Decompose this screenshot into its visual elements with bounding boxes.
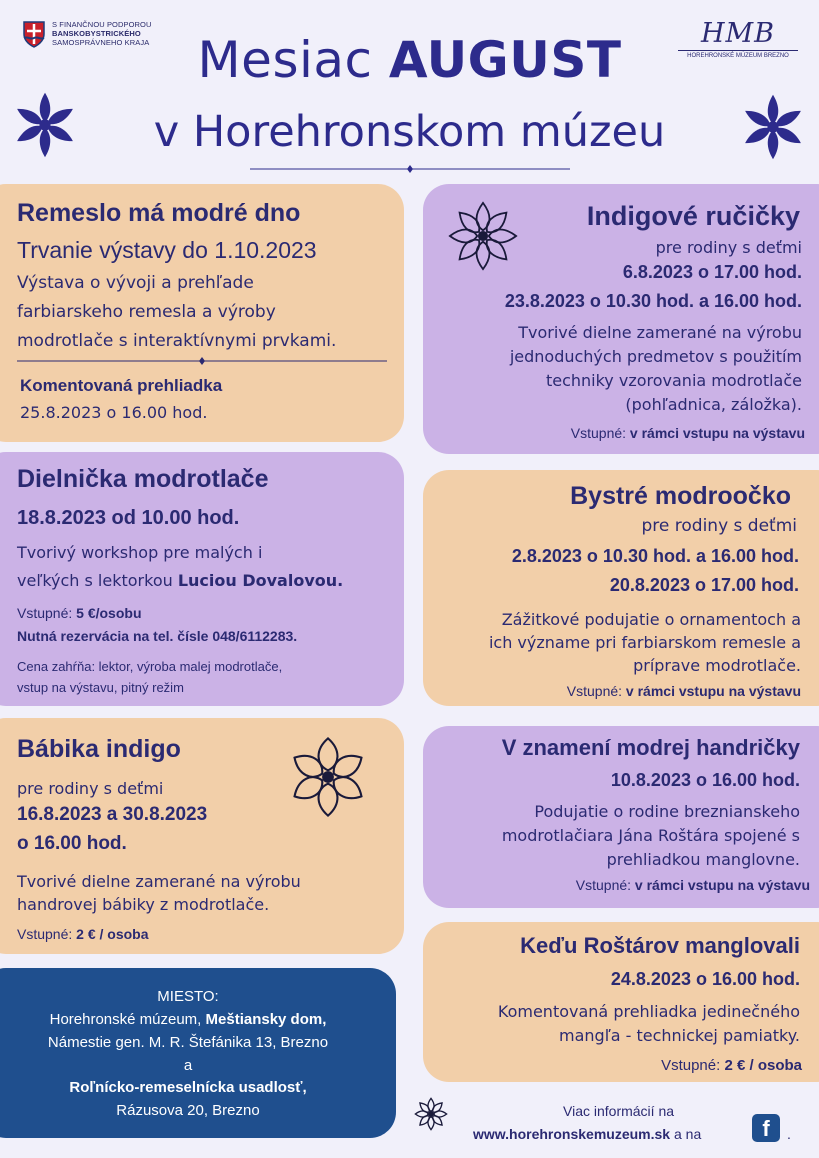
fee-value: v rámci vstupu na výstavu	[634, 877, 810, 893]
card-desc: farbiarskeho remesla a výroby	[17, 302, 276, 322]
fee-line	[576, 877, 810, 893]
card-title: Indigové ručičky	[586, 201, 800, 231]
fee-label: Vstupné:	[566, 683, 626, 699]
sponsor-line: S FINANČNOU PODPOROU	[52, 20, 152, 29]
card-desc	[17, 571, 343, 590]
reservation-note: Nutná rezervácia na tel. čísle 048/6112283.	[17, 628, 298, 644]
fee-line	[17, 926, 149, 942]
page-title	[0, 30, 819, 90]
museum-name: HOREHRONSKÉ MÚZEUM BREZNO	[678, 50, 798, 59]
event-date: o 16.00 hod.	[17, 833, 127, 854]
event-date: 23.8.2023 o 10.30 hod. a 16.00 hod.	[504, 291, 802, 311]
website-link[interactable]: www.horehronskemuzeum.sk	[473, 1126, 671, 1142]
fee-value: 2 € / osoba	[724, 1057, 802, 1074]
card-audience: pre rodiny s deťmi	[17, 779, 164, 798]
footer-links	[473, 1126, 701, 1142]
fee-line	[571, 425, 805, 441]
event-date: 2.8.2023 o 10.30 hod. a 16.00 hod.	[511, 546, 799, 566]
event-date: 18.8.2023 od 10.00 hod.	[17, 507, 240, 529]
fee-label: Vstupné:	[570, 425, 630, 441]
card-desc: jednoduchých predmetov s použitím	[509, 347, 802, 366]
place-conjunction: a	[183, 1057, 193, 1074]
card-title: V znamení modrej handričky	[501, 735, 800, 760]
card-desc: handrovej bábiky z modrotlače.	[17, 895, 270, 914]
tour-date: 25.8.2023 o 16.00 hod.	[20, 403, 208, 422]
card-title: Bábika indigo	[17, 735, 181, 763]
card-audience: pre rodiny s deťmi	[655, 238, 802, 257]
card-desc-text: veľkých s lektorkou	[17, 571, 178, 590]
card-title: Remeslo má modré dno	[17, 199, 301, 227]
card-desc: prehliadkou manglovne.	[606, 850, 800, 869]
lecturer-name: Luciou Dovalovou.	[177, 571, 344, 590]
card-desc: Komentovaná prehliadka jedinečného	[497, 1002, 800, 1021]
fee-value: v rámci vstupu na výstavu	[625, 683, 801, 699]
flower-outline-icon	[414, 1097, 448, 1131]
card-desc: Zážitkové podujatie o ornamentoch a	[501, 610, 801, 629]
price-note: vstup na výstavu, pitný režim	[17, 680, 184, 695]
card-desc: (pohľadnica, záložka).	[625, 395, 802, 414]
place-address: Rázusova 20, Brezno	[116, 1102, 260, 1119]
event-date: 6.8.2023 o 17.00 hod.	[622, 262, 802, 282]
card-desc: príprave modrotlače.	[633, 656, 801, 675]
sponsor-line: SAMOSPRÁVNEHO KRAJA	[52, 38, 150, 47]
event-date: 24.8.2023 o 16.00 hod.	[610, 969, 800, 989]
fee-value: 2 € / osoba	[76, 926, 149, 942]
card-desc: Podujatie o rodine breznianskeho	[534, 802, 800, 821]
exhibition-duration: Trvanie výstavy do 1.10.2023	[17, 237, 317, 263]
title-divider	[250, 165, 570, 173]
flower-icon	[738, 92, 808, 162]
card-desc: Výstava o vývoji a prehľade	[17, 273, 254, 293]
card-desc: mangľa - technickej pamiatky.	[559, 1026, 800, 1045]
card-desc: ich význame pri farbiarskom remesle a	[488, 633, 801, 652]
card-divider	[17, 357, 387, 365]
page-subtitle: v Horehronskom múzeu	[153, 107, 666, 157]
place-label: MIESTO:	[157, 988, 219, 1005]
card-desc: Tvorivý workshop pre malých i	[17, 543, 263, 562]
more-info-label: Viac informácií na	[563, 1103, 675, 1119]
museum-monogram: HMB	[700, 18, 776, 49]
place-line	[0, 1011, 376, 1028]
card-desc: Tvorivé dielne zamerané na výrobu	[518, 323, 802, 342]
title-word: Mesiac	[197, 31, 389, 89]
flower-outline-icon	[286, 735, 370, 819]
tour-label: Komentovaná prehliadka	[20, 376, 223, 395]
fee-value: 5 €/osobu	[76, 605, 142, 621]
card-desc: Tvorivé dielne zamerané na výrobu	[17, 872, 301, 891]
card-title: Dielnička modrotlače	[17, 465, 269, 493]
event-date: 20.8.2023 o 17.00 hod.	[609, 575, 799, 595]
fee-label: Vstupné:	[661, 1057, 725, 1074]
place-building: Meštiansky dom,	[205, 1011, 327, 1028]
event-date: 10.8.2023 o 16.00 hod.	[610, 770, 800, 790]
price-note: Cena zahŕňa: lektor, výroba malej modrotlače,	[17, 659, 283, 674]
fee-label: Vstupné:	[17, 605, 77, 621]
card-desc: techniky vzorovania modrotlače	[545, 371, 802, 390]
fee-label: Vstupné:	[575, 877, 635, 893]
title-month: AUGUST	[388, 31, 622, 89]
event-date: 16.8.2023 a 30.8.2023	[17, 804, 208, 825]
flower-outline-icon	[447, 200, 519, 272]
fee-line	[567, 683, 801, 699]
footer-conjunction: a na	[670, 1126, 702, 1142]
place-text: Horehronské múzeum,	[49, 1011, 206, 1028]
card-audience: pre rodiny s deťmi	[641, 516, 797, 536]
fee-line	[661, 1057, 802, 1074]
card-desc: modrotlačiara Jána Roštára spojené s	[501, 826, 800, 845]
card-title: Keďu Roštárov manglovali	[520, 933, 800, 958]
sponsor-line: BANSKOBYSTRICKÉHO	[52, 29, 141, 38]
footer-period: .	[787, 1126, 791, 1142]
facebook-icon[interactable]: f	[752, 1114, 780, 1142]
card-title: Bystré modroočko	[570, 482, 791, 510]
fee-label: Vstupné:	[17, 926, 77, 942]
place-building: Roľnícko-remeselnícka usadlosť,	[69, 1079, 307, 1096]
card-desc: modrotlače s interaktívnymi prvkami.	[17, 331, 337, 351]
fee-line	[17, 605, 142, 621]
fee-value: v rámci vstupu na výstavu	[629, 425, 805, 441]
place-address: Námestie gen. M. R. Štefánika 13, Brezno	[47, 1034, 329, 1051]
